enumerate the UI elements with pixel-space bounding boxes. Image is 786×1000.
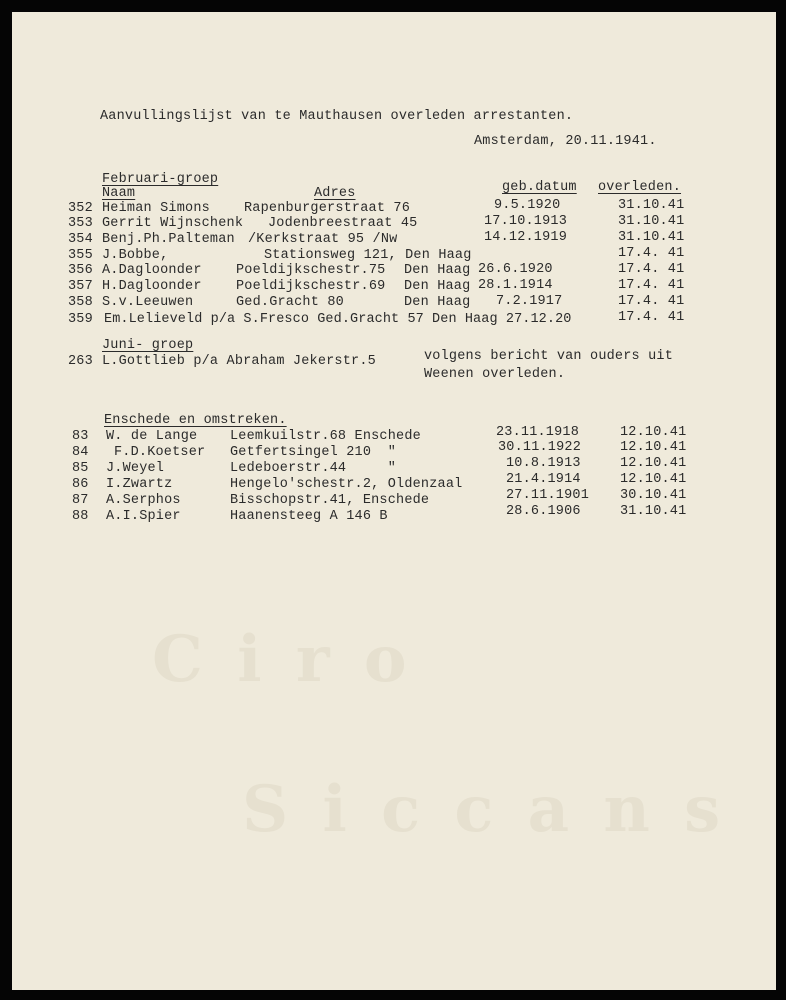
row-death-date: 17.4. 41: [618, 246, 685, 261]
row-city: Den Haag: [404, 263, 471, 278]
row-number: 357: [68, 279, 93, 294]
column-header-overleden: overleden.: [598, 180, 682, 195]
row-name: A.I.Spier: [106, 509, 181, 524]
row-name: Benj.Ph.Palteman: [102, 232, 235, 247]
row-birth-date: 26.6.1920: [478, 262, 553, 277]
row-death-date: 12.10.41: [620, 440, 687, 455]
document-page: [12, 12, 776, 990]
row-name: J.Bobbe,: [102, 248, 169, 263]
row-death-date: 12.10.41: [620, 456, 687, 471]
row-number: 356: [68, 263, 93, 278]
row-address: Hengelo'schestr.2, Oldenzaal: [230, 477, 463, 492]
row-name: A.Dagloonder: [102, 263, 202, 278]
row-number: 83: [72, 429, 89, 444]
row-number: 86: [72, 477, 89, 492]
row-death-date: 31.10.41: [618, 198, 685, 213]
row-number: 84: [72, 445, 89, 460]
row-death-date: 17.4. 41: [618, 294, 685, 309]
row-name: S.v.Leeuwen: [102, 295, 194, 310]
row-number: 358: [68, 295, 93, 310]
row-birth-date: 28.1.1914: [478, 278, 553, 293]
row-birth-date: 30.11.1922: [498, 440, 582, 455]
row-address: Jodenbreestraat 45: [268, 216, 418, 231]
row-address: Haanensteeg A 146 B: [230, 509, 388, 524]
row-number: 85: [72, 461, 89, 476]
row-number: 354: [68, 232, 93, 247]
row-number: 263: [68, 354, 93, 369]
row-birth-date: 14.12.1919: [484, 230, 568, 245]
row-name: A.Serphos: [106, 493, 181, 508]
row-birth-date: 23.11.1918: [496, 425, 580, 440]
row-address: Poeldijkschestr.75: [236, 263, 386, 278]
row-birth-date: 9.5.1920: [494, 198, 561, 213]
section-heading-enschede: Enschede en omstreken.: [104, 413, 287, 428]
row-name: Heiman Simons: [102, 201, 210, 216]
row-name: L.Gottlieb p/a Abraham Jekerstr.5: [102, 354, 376, 369]
row-birth-date: 27.11.1901: [506, 488, 590, 503]
section-heading-februari: Februari-groep: [102, 172, 219, 187]
document-title: Aanvullingslijst van te Mauthausen overleden arrestanten.: [100, 109, 574, 124]
row-number: 87: [72, 493, 89, 508]
row-name: J.Weyel: [106, 461, 165, 476]
row-city: Den Haag: [404, 295, 471, 310]
row-death-date: 31.10.41: [618, 230, 685, 245]
row-address: Ged.Gracht 80: [236, 295, 344, 310]
row-address: Ledeboerstr.44 ": [230, 461, 397, 476]
row-name: H.Dagloonder: [102, 279, 202, 294]
row-number: 353: [68, 216, 93, 231]
column-header-geb-datum: geb.datum: [502, 180, 577, 195]
row-death-date: 17.4. 41: [618, 262, 685, 277]
row-death-date: 12.10.41: [620, 472, 687, 487]
row-name: I.Zwartz: [106, 477, 173, 492]
row-address: /Kerkstraat 95 /Nw: [248, 232, 398, 247]
row-address: Poeldijkschestr.69: [236, 279, 386, 294]
row-note: volgens bericht van ouders uit: [424, 349, 674, 364]
row-address: Leemkuilstr.68 Enschede: [230, 429, 421, 444]
row-name: F.D.Koetser: [114, 445, 206, 460]
row-note: Weenen overleden.: [424, 367, 566, 382]
row-number: 352: [68, 201, 93, 216]
row-number: 355: [68, 248, 93, 263]
row-number: 88: [72, 509, 89, 524]
row-birth-date: 17.10.1913: [484, 214, 568, 229]
row-death-date: 30.10.41: [620, 488, 687, 503]
row-address: Getfertsingel 210 ": [230, 445, 397, 460]
place-date: Amsterdam, 20.11.1941.: [474, 134, 657, 149]
row-name: W. de Lange: [106, 429, 198, 444]
row-birth-date: 10.8.1913: [506, 456, 581, 471]
row-city: Den Haag: [404, 279, 471, 294]
row-death-date: 17.4. 41: [618, 278, 685, 293]
row-text: Em.Lelieveld p/a S.Fresco Ged.Gracht 57 Den Haag 27.12.20: [104, 312, 572, 327]
row-death-date: 17.4. 41: [618, 310, 685, 325]
section-heading-juni: Juni- groep: [102, 338, 194, 353]
column-header-naam: Naam: [102, 186, 136, 201]
column-header-adres: Adres: [314, 186, 356, 201]
row-address: Stationsweg 121, Den Haag: [264, 248, 472, 263]
row-name: Gerrit Wijnschenk: [102, 216, 244, 231]
row-death-date: 12.10.41: [620, 425, 687, 440]
row-number: 359: [68, 312, 93, 327]
watermark: S i c c a n s: [242, 772, 727, 847]
row-address: Bisschopstr.41, Enschede: [230, 493, 430, 508]
row-birth-date: 28.6.1906: [506, 504, 581, 519]
row-address: Rapenburgerstraat 76: [244, 201, 411, 216]
row-birth-date: 21.4.1914: [506, 472, 581, 487]
row-death-date: 31.10.41: [620, 504, 687, 519]
row-birth-date: 7.2.1917: [496, 294, 563, 309]
watermark: C i r o: [152, 622, 413, 697]
row-death-date: 31.10.41: [618, 214, 685, 229]
